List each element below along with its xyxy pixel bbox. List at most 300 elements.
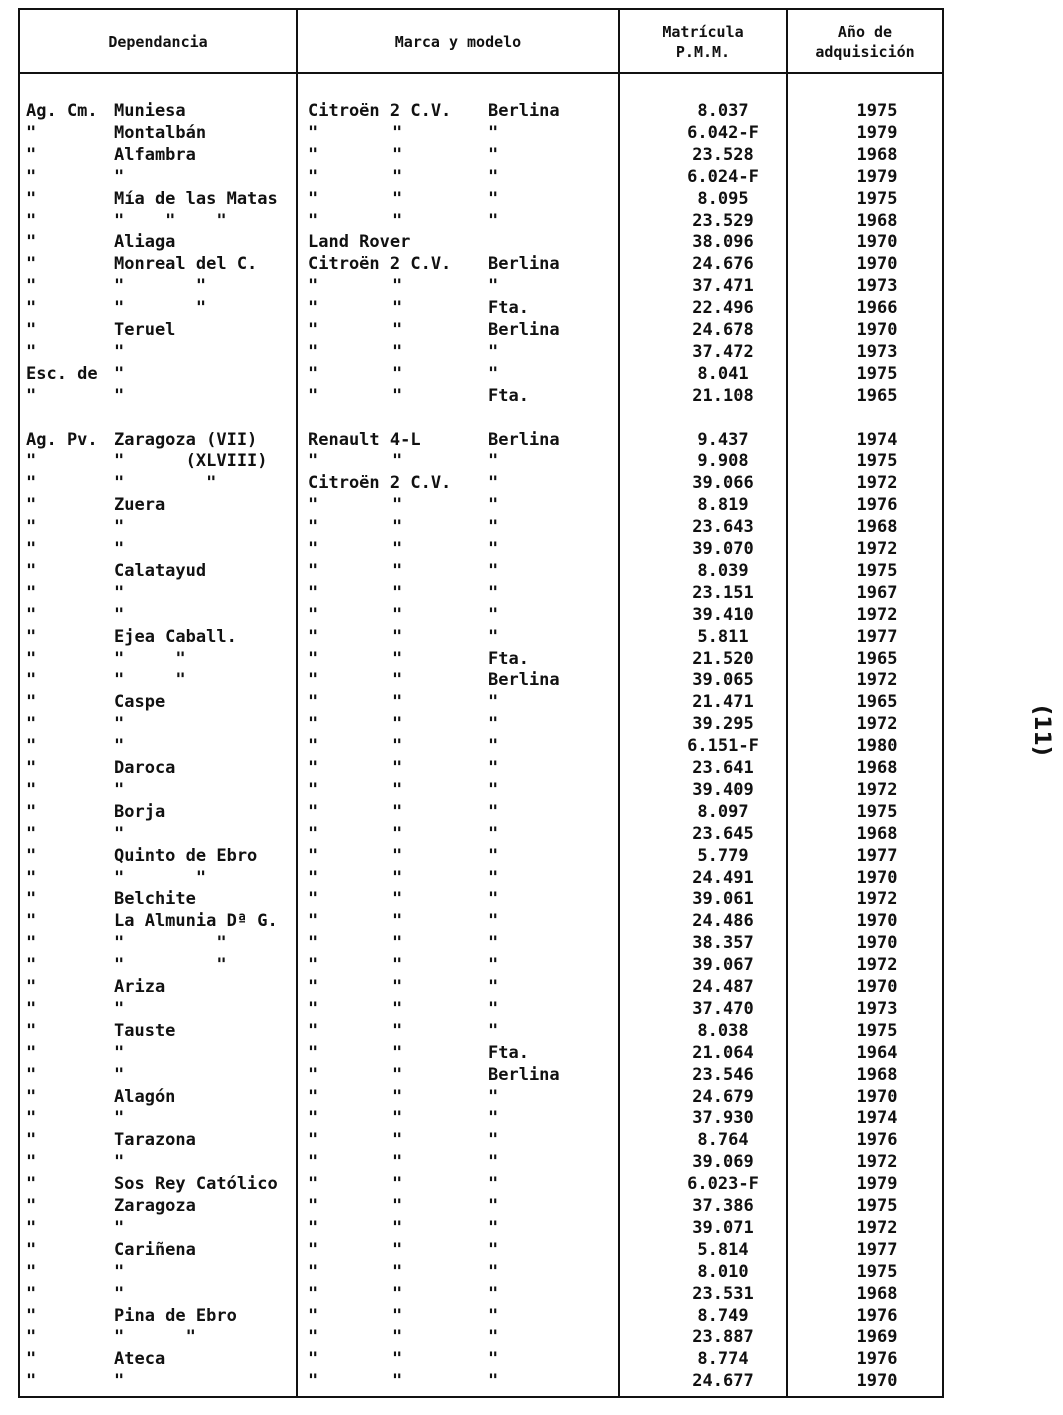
cell-marca: " — [308, 758, 319, 778]
cell-matricula: 37.472 — [692, 341, 754, 362]
cell-modelo: " — [488, 801, 499, 822]
cell-matricula: 23.528 — [692, 144, 754, 165]
cell-matricula: 39.067 — [692, 955, 754, 976]
cell-marca: " — [308, 823, 319, 844]
cell-ano: 1973 — [856, 998, 898, 1019]
cell-matricula: 38.357 — [692, 933, 754, 954]
table-row — [20, 669, 942, 691]
cell-matricula: 8.764 — [697, 1130, 749, 1151]
cell-marca: " — [308, 604, 319, 625]
cell-modelo: " — [488, 977, 499, 997]
cell-prefix: " — [26, 1349, 37, 1370]
cell-ano: 1964 — [856, 1042, 898, 1063]
cell-prefix: " — [26, 867, 37, 888]
cell-ano: 1972 — [856, 604, 898, 625]
cell-matricula: 23.645 — [692, 823, 754, 844]
header-ano-adquisicion: Año de adquisición — [815, 23, 915, 61]
table-row — [20, 1370, 942, 1392]
cell-ano: 1972 — [856, 473, 898, 494]
cell-matricula: 22.496 — [692, 298, 754, 319]
cell-dependancia: " — [114, 363, 125, 384]
cell-prefix: " — [26, 604, 37, 625]
cell-prefix: " — [26, 1239, 37, 1260]
cell-prefix: Esc. de — [26, 363, 98, 384]
cell-marca: " — [308, 1196, 319, 1216]
table-row — [20, 735, 942, 757]
cell-dependancia: Aliaga — [114, 232, 176, 253]
cell-prefix: " — [26, 1371, 37, 1392]
cell-marca-ditto: " — [392, 298, 403, 319]
cell-ano: 1972 — [856, 714, 898, 735]
cell-modelo: " — [488, 188, 499, 209]
table-row — [20, 144, 942, 166]
cell-ano: 1979 — [856, 166, 898, 187]
table-row — [20, 538, 942, 560]
cell-ano: 1976 — [856, 495, 898, 516]
cell-dependancia: Ariza — [114, 977, 166, 997]
cell-matricula: 8.095 — [697, 188, 749, 209]
cell-marca: Renault 4-L — [308, 429, 421, 450]
cell-prefix: " — [26, 232, 37, 253]
cell-modelo: Fta. — [488, 385, 529, 406]
table-row — [20, 888, 942, 910]
cell-ano: 1968 — [856, 210, 898, 231]
cell-matricula: 8.774 — [697, 1349, 749, 1370]
cell-matricula: 23.546 — [692, 1064, 754, 1085]
cell-matricula: 24.679 — [692, 1086, 754, 1107]
cell-prefix: " — [26, 254, 37, 275]
cell-prefix: " — [26, 933, 37, 954]
cell-ano: 1968 — [856, 823, 898, 844]
cell-marca: " — [308, 341, 319, 362]
cell-prefix: " — [26, 736, 37, 757]
table-row — [20, 1348, 942, 1370]
cell-prefix: " — [26, 582, 37, 603]
cell-matricula: 39.069 — [692, 1152, 754, 1173]
cell-prefix: " — [26, 998, 37, 1019]
cell-ano: 1966 — [856, 298, 898, 319]
cell-dependancia: " — [114, 166, 125, 187]
cell-prefix: " — [26, 889, 37, 910]
cell-prefix: " — [26, 320, 37, 340]
cell-marca-ditto: " — [392, 1305, 403, 1326]
cell-ano: 1972 — [856, 1217, 898, 1238]
cell-matricula: 38.096 — [692, 232, 754, 253]
cell-modelo: Berlina — [488, 254, 560, 275]
cell-matricula: 9.908 — [697, 451, 749, 472]
table-header — [20, 10, 942, 74]
cell-marca: " — [308, 648, 319, 669]
cell-ano: 1975 — [856, 1020, 898, 1041]
table-row — [20, 626, 942, 648]
cell-matricula: 21.064 — [692, 1042, 754, 1063]
cell-ano: 1970 — [856, 933, 898, 954]
table-body — [20, 74, 942, 1396]
cell-dependancia: Zuera — [114, 495, 166, 516]
cell-dependancia: Zaragoza — [114, 1196, 196, 1216]
cell-marca: " — [308, 320, 319, 340]
cell-marca-ditto: " — [392, 495, 403, 516]
cell-ano: 1972 — [856, 889, 898, 910]
cell-marca: " — [308, 210, 319, 231]
table-row — [20, 122, 942, 144]
cell-dependancia: Daroca — [114, 758, 176, 778]
table-row — [20, 867, 942, 889]
cell-marca-ditto: " — [392, 692, 403, 713]
cell-marca: Citroën 2 C.V. — [308, 254, 452, 275]
table-row — [20, 1129, 942, 1151]
cell-marca-ditto: " — [392, 1152, 403, 1173]
cell-ano: 1976 — [856, 1305, 898, 1326]
cell-marca-ditto: " — [392, 823, 403, 844]
cell-ano: 1975 — [856, 801, 898, 822]
cell-matricula: 37.386 — [692, 1196, 754, 1216]
cell-marca: " — [308, 779, 319, 800]
cell-prefix: " — [26, 1130, 37, 1151]
cell-marca: " — [308, 845, 319, 866]
cell-prefix: " — [26, 692, 37, 713]
cell-modelo: Berlina — [488, 320, 560, 340]
table-row — [20, 210, 942, 232]
cell-prefix: " — [26, 1261, 37, 1282]
cell-modelo: " — [488, 626, 499, 647]
cell-marca: " — [308, 670, 319, 691]
cell-dependancia: " — [114, 714, 125, 735]
cell-ano: 1968 — [856, 517, 898, 538]
cell-matricula: 24.677 — [692, 1371, 754, 1392]
cell-marca: " — [308, 1239, 319, 1260]
cell-matricula: 8.749 — [697, 1305, 749, 1326]
cell-marca-ditto: " — [392, 1130, 403, 1151]
cell-marca-ditto: " — [392, 320, 403, 340]
cell-ano: 1975 — [856, 363, 898, 384]
cell-dependancia: " — [114, 604, 125, 625]
cell-marca: " — [308, 1086, 319, 1107]
cell-marca-ditto: " — [392, 1020, 403, 1041]
cell-marca: " — [308, 889, 319, 910]
cell-ano: 1970 — [856, 320, 898, 340]
cell-ano: 1979 — [856, 1174, 898, 1195]
table-row — [20, 166, 942, 188]
table-row — [20, 297, 942, 319]
cell-matricula: 23.641 — [692, 758, 754, 778]
cell-dependancia: " " — [114, 1327, 196, 1348]
cell-prefix: " — [26, 560, 37, 581]
cell-modelo: " — [488, 495, 499, 516]
cell-dependancia: " " — [114, 867, 207, 888]
cell-ano: 1975 — [856, 188, 898, 209]
cell-marca: " — [308, 582, 319, 603]
cell-modelo: " — [488, 144, 499, 165]
table-row — [20, 319, 942, 341]
cell-ano: 1965 — [856, 385, 898, 406]
cell-dependancia: " " " — [114, 210, 227, 231]
cell-ano: 1977 — [856, 845, 898, 866]
cell-marca: " — [308, 1283, 319, 1304]
cell-marca: Citroën 2 C.V. — [308, 101, 452, 121]
cell-matricula: 37.470 — [692, 998, 754, 1019]
cell-modelo: " — [488, 933, 499, 954]
cell-ano: 1972 — [856, 539, 898, 559]
cell-modelo: Berlina — [488, 429, 560, 450]
cell-marca-ditto: " — [392, 276, 403, 297]
cell-marca-ditto: " — [392, 210, 403, 231]
cell-marca-ditto: " — [392, 998, 403, 1019]
cell-matricula: 39.070 — [692, 539, 754, 559]
table-row — [20, 231, 942, 253]
cell-dependancia: " (XLVIII) — [114, 451, 268, 472]
table-row — [20, 604, 942, 626]
header-matricula: Matrícula P.M.M. — [662, 23, 744, 61]
cell-ano: 1970 — [856, 911, 898, 932]
cell-marca-ditto: " — [392, 144, 403, 165]
cell-ano: 1977 — [856, 1239, 898, 1260]
cell-marca-ditto: " — [392, 1217, 403, 1238]
cell-dependancia: Tauste — [114, 1020, 176, 1041]
cell-modelo: " — [488, 1108, 499, 1129]
cell-dependancia: " " — [114, 648, 186, 669]
cell-marca-ditto: " — [392, 955, 403, 976]
cell-dependancia: " — [114, 998, 125, 1019]
cell-prefix: " — [26, 670, 37, 691]
cell-marca: " — [308, 1064, 319, 1085]
cell-marca-ditto: " — [392, 779, 403, 800]
cell-marca: " — [308, 714, 319, 735]
cell-marca-ditto: " — [392, 451, 403, 472]
cell-dependancia: Quinto de Ebro — [114, 845, 258, 866]
cell-marca: " — [308, 451, 319, 472]
cell-prefix: " — [26, 955, 37, 976]
cell-dependancia: " — [114, 1261, 125, 1282]
table-row — [20, 363, 942, 385]
cell-marca-ditto: " — [392, 1261, 403, 1282]
table-row — [20, 1064, 942, 1086]
cell-dependancia: " " — [114, 670, 186, 691]
cell-ano: 1977 — [856, 626, 898, 647]
header-dependancia: Dependancia — [108, 33, 208, 51]
cell-matricula: 23.151 — [692, 582, 754, 603]
cell-modelo: " — [488, 736, 499, 757]
cell-prefix: " — [26, 188, 37, 209]
cell-matricula: 39.295 — [692, 714, 754, 735]
cell-prefix: " — [26, 648, 37, 669]
cell-ano: 1970 — [856, 254, 898, 275]
cell-dependancia: Alagón — [114, 1086, 176, 1107]
cell-prefix: " — [26, 977, 37, 997]
cell-dependancia: " " — [114, 933, 227, 954]
cell-marca-ditto: " — [392, 539, 403, 559]
cell-matricula: 6.023-F — [687, 1174, 759, 1195]
cell-dependancia: Montalbán — [114, 122, 207, 143]
cell-prefix: " — [26, 1020, 37, 1041]
cell-prefix: " — [26, 758, 37, 778]
cell-matricula: 21.108 — [692, 385, 754, 406]
cell-ano: 1975 — [856, 560, 898, 581]
cell-marca-ditto: " — [392, 714, 403, 735]
cell-matricula: 23.887 — [692, 1327, 754, 1348]
cell-prefix: " — [26, 341, 37, 362]
cell-marca: Land Rover — [308, 232, 411, 253]
cell-marca-ditto: " — [392, 1196, 403, 1216]
cell-ano: 1972 — [856, 1152, 898, 1173]
cell-dependancia: " — [114, 1217, 125, 1238]
cell-marca: " — [308, 539, 319, 559]
cell-marca: " — [308, 692, 319, 713]
cell-marca-ditto: " — [392, 1239, 403, 1260]
cell-matricula: 8.038 — [697, 1020, 749, 1041]
table-row — [20, 1107, 942, 1129]
table-row — [20, 1261, 942, 1283]
cell-prefix: " — [26, 473, 37, 494]
cell-matricula: 39.061 — [692, 889, 754, 910]
table-row — [20, 1086, 942, 1108]
cell-dependancia: Calatayud — [114, 560, 207, 581]
table-row — [20, 1239, 942, 1261]
cell-dependancia: Teruel — [114, 320, 176, 340]
cell-modelo: " — [488, 517, 499, 538]
table-row — [20, 823, 942, 845]
cell-modelo: " — [488, 998, 499, 1019]
cell-marca-ditto: " — [392, 758, 403, 778]
cell-prefix: " — [26, 1305, 37, 1326]
table-row — [20, 429, 942, 451]
table-row — [20, 494, 942, 516]
cell-dependancia: " — [114, 1108, 125, 1129]
cell-modelo: " — [488, 122, 499, 143]
cell-prefix: " — [26, 517, 37, 538]
cell-matricula: 37.930 — [692, 1108, 754, 1129]
cell-matricula: 8.039 — [697, 560, 749, 581]
cell-modelo: " — [488, 1174, 499, 1195]
cell-modelo: " — [488, 823, 499, 844]
table-row — [20, 954, 942, 976]
table-row — [20, 100, 942, 122]
cell-marca: " — [308, 933, 319, 954]
cell-ano: 1980 — [856, 736, 898, 757]
cell-modelo: " — [488, 1283, 499, 1304]
cell-matricula: 39.066 — [692, 473, 754, 494]
cell-matricula: 39.065 — [692, 670, 754, 691]
cell-marca: " — [308, 867, 319, 888]
cell-matricula: 24.491 — [692, 867, 754, 888]
cell-marca: " — [308, 166, 319, 187]
cell-dependancia: " — [114, 1064, 125, 1085]
cell-dependancia: " " — [114, 298, 207, 319]
cell-ano: 1968 — [856, 1283, 898, 1304]
cell-dependancia: " — [114, 539, 125, 559]
table-row — [20, 1042, 942, 1064]
cell-ano: 1973 — [856, 276, 898, 297]
cell-marca-ditto: " — [392, 889, 403, 910]
cell-marca-ditto: " — [392, 363, 403, 384]
cell-modelo: Berlina — [488, 101, 560, 121]
cell-ano: 1975 — [856, 1261, 898, 1282]
table-row — [20, 516, 942, 538]
cell-matricula: 8.097 — [697, 801, 749, 822]
cell-dependancia: " — [114, 582, 125, 603]
cell-dependancia: Caspe — [114, 692, 166, 713]
cell-matricula: 8.041 — [697, 363, 749, 384]
cell-modelo: Berlina — [488, 1064, 560, 1085]
cell-prefix: " — [26, 1108, 37, 1129]
cell-dependancia: " — [114, 341, 125, 362]
cell-prefix: " — [26, 823, 37, 844]
cell-marca: " — [308, 911, 319, 932]
cell-matricula: 6.151-F — [687, 736, 759, 757]
cell-marca: " — [308, 1371, 319, 1392]
cell-marca-ditto: " — [392, 604, 403, 625]
cell-marca-ditto: " — [392, 670, 403, 691]
cell-dependancia: La Almunia Dª G. — [114, 911, 278, 932]
vehicle-table — [18, 8, 944, 1398]
cell-marca-ditto: " — [392, 1042, 403, 1063]
cell-prefix: " — [26, 714, 37, 735]
cell-prefix: Ag. Cm. — [26, 101, 98, 121]
cell-ano: 1974 — [856, 429, 898, 450]
cell-modelo: " — [488, 1020, 499, 1041]
cell-ano: 1974 — [856, 1108, 898, 1129]
cell-modelo: " — [488, 451, 499, 472]
cell-ano: 1975 — [856, 1196, 898, 1216]
cell-marca: " — [308, 1217, 319, 1238]
cell-prefix: " — [26, 1174, 37, 1195]
cell-dependancia: Sos Rey Católico — [114, 1174, 278, 1195]
cell-modelo: " — [488, 1217, 499, 1238]
cell-modelo: " — [488, 845, 499, 866]
cell-marca: " — [308, 1261, 319, 1282]
cell-dependancia: Cariñena — [114, 1239, 196, 1260]
cell-marca: " — [308, 363, 319, 384]
table-row — [20, 998, 942, 1020]
cell-prefix: " — [26, 539, 37, 559]
cell-marca: " — [308, 298, 319, 319]
cell-prefix: " — [26, 451, 37, 472]
cell-matricula: 8.037 — [697, 101, 749, 121]
cell-modelo: " — [488, 867, 499, 888]
cell-dependancia: Mía de las Matas — [114, 188, 278, 209]
cell-marca-ditto: " — [392, 166, 403, 187]
cell-matricula: 23.531 — [692, 1283, 754, 1304]
cell-marca: " — [308, 1042, 319, 1063]
table-row — [20, 713, 942, 735]
cell-marca-ditto: " — [392, 933, 403, 954]
cell-dependancia: " " — [114, 955, 227, 976]
cell-modelo: " — [488, 955, 499, 976]
cell-matricula: 6.042-F — [687, 122, 759, 143]
page-number: (11) — [1028, 705, 1054, 756]
cell-modelo: Fta. — [488, 1042, 529, 1063]
cell-dependancia: Belchite — [114, 889, 196, 910]
cell-marca-ditto: " — [392, 582, 403, 603]
cell-marca: " — [308, 1130, 319, 1151]
cell-ano: 1970 — [856, 867, 898, 888]
cell-modelo: " — [488, 582, 499, 603]
cell-marca: " — [308, 1108, 319, 1129]
cell-modelo: " — [488, 1152, 499, 1173]
cell-modelo: " — [488, 758, 499, 778]
cell-ano: 1970 — [856, 232, 898, 253]
cell-prefix: " — [26, 1217, 37, 1238]
table-row — [20, 450, 942, 472]
cell-dependancia: Monreal del C. — [114, 254, 258, 275]
cell-marca: " — [308, 955, 319, 976]
cell-marca: " — [308, 276, 319, 297]
cell-prefix: " — [26, 1283, 37, 1304]
cell-marca-ditto: " — [392, 648, 403, 669]
cell-dependancia: " — [114, 385, 125, 406]
cell-modelo: Fta. — [488, 298, 529, 319]
cell-matricula: 23.529 — [692, 210, 754, 231]
